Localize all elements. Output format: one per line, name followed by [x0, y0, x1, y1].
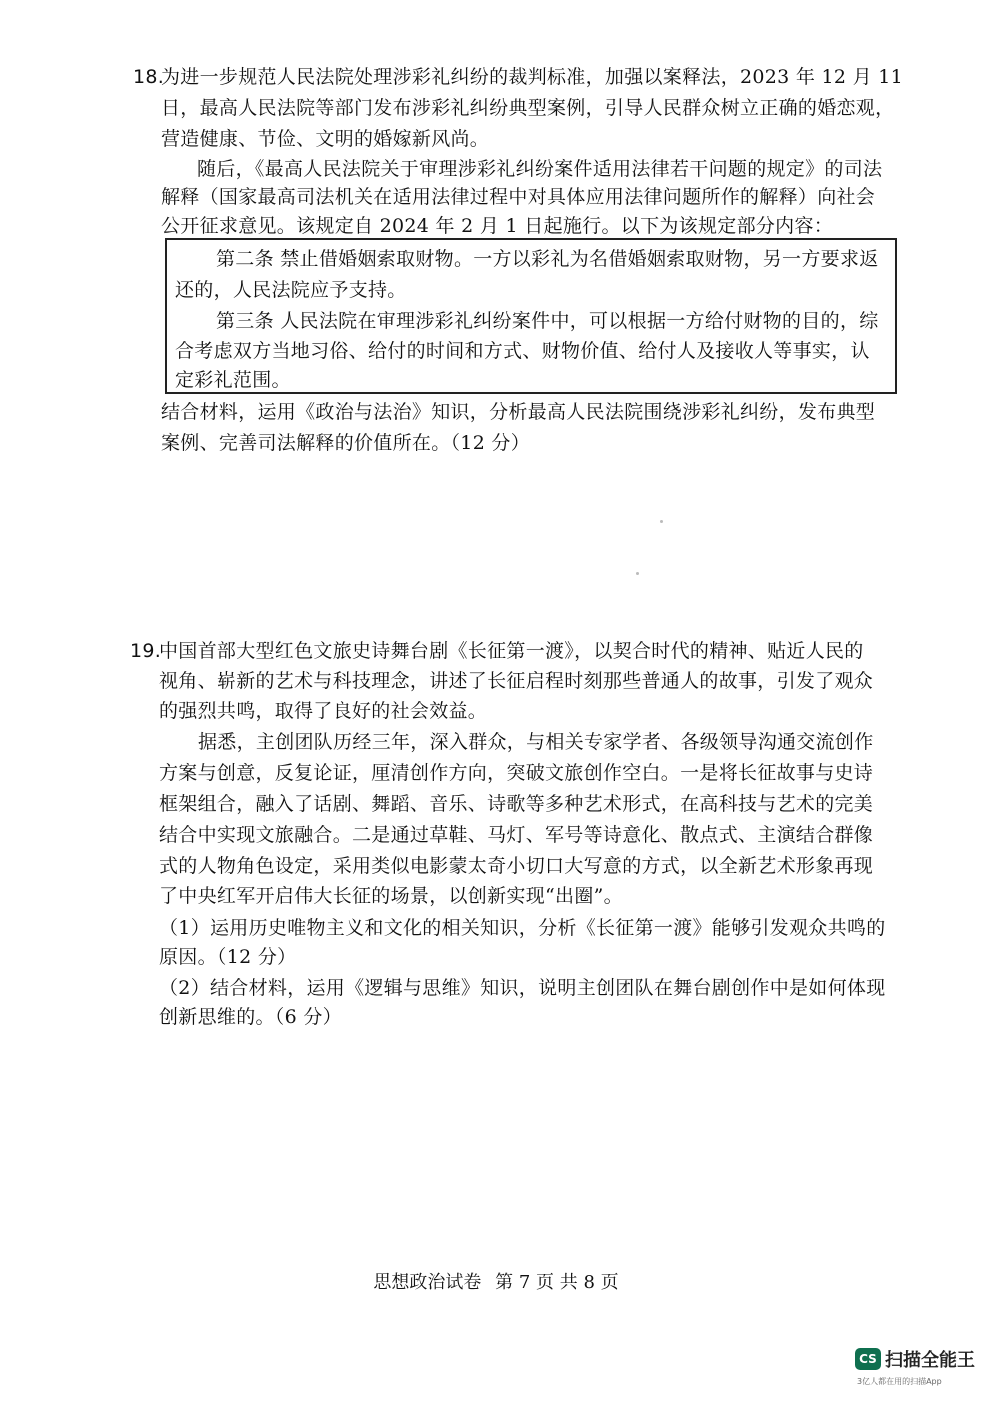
q19-line: 的强烈共鸣，取得了良好的社会效益。 [159, 700, 488, 722]
q18-line: 随后，《最高人民法院关于审理涉彩礼纠纷案件适用法律若干问题的规定》的司法 [197, 158, 883, 180]
q19-line: 视角、崭新的艺术与科技理念，讲述了长征启程时刻那些普通人的故事，引发了观众 [159, 670, 874, 692]
scan-speck [636, 572, 639, 575]
q18-line: 营造健康、节俭、文明的婚嫁新风尚。 [161, 128, 490, 150]
box-line: 还的，人民法院应予支持。 [175, 279, 407, 301]
q19-line: 框架组合，融入了话剧、舞蹈、音乐、诗歌等多种艺术形式，在高科技与艺术的完美 [159, 793, 874, 815]
q18-line: 公开征求意见。该规定自 2024 年 2 月 1 日起施行。以下为该规定部分内容： [161, 215, 834, 237]
scanner-watermark [853, 1346, 973, 1390]
q19-line: 方案与创意，反复论证，厘清创作方向，突破文旅创作空白。一是将长征故事与史诗 [159, 762, 874, 784]
footer-page-info: 第 7 页 共 8 页 [495, 1272, 619, 1293]
box-line: 定彩礼范围。 [175, 369, 291, 391]
watermark-tagline: 3亿人都在用的扫描App [857, 1377, 942, 1386]
q18-question: 案例、完善司法解释的价值所在。（12 分） [161, 432, 531, 454]
q19-sub2: 创新思维的。（6 分） [159, 1006, 342, 1028]
q19-line: 据悉，主创团队历经三年，深入群众，与相关专家学者、各级领导沟通交流创作 [198, 731, 874, 753]
scan-speck [660, 520, 663, 523]
q19-number: 19. [130, 640, 162, 662]
q18-number: 18. [133, 66, 165, 88]
q19-sub1: （1）运用历史唯物主义和文化的相关知识，分析《长征第一渡》能够引发观众共鸣的 [159, 917, 886, 939]
q19-sub1: 原因。（12 分） [159, 946, 297, 968]
footer-subject: 思想政治试卷 [373, 1272, 482, 1293]
q19-line: 中国首部大型红色文旅史诗舞台剧《长征第一渡》，以契合时代的精神、贴近人民的 [159, 640, 864, 662]
q18-line: 日，最高人民法院等部门发布涉彩礼纠纷典型案例，引导人民群众树立正确的婚恋观， [161, 97, 895, 119]
q18-question: 结合材料，运用《政治与法治》知识，分析最高人民法院围绕涉彩礼纠纷，发布典型 [161, 401, 876, 423]
camscanner-logo-icon: CS [855, 1348, 881, 1370]
watermark-name: 扫描全能王 [885, 1350, 975, 1371]
box-line: 第二条 禁止借婚姻索取财物。一方以彩礼为名借婚姻索取财物，另一方要求返 [216, 248, 879, 270]
box-line: 第三条 人民法院在审理涉彩礼纠纷案件中，可以根据一方给付财物的目的，综 [216, 310, 879, 332]
page-footer [0, 1268, 992, 1294]
q19-sub2: （2）结合材料，运用《逻辑与思维》知识，说明主创团队在舞台剧创作中是如何体现 [159, 977, 886, 999]
box-line: 合考虑双方当地习俗、给付的时间和方式、财物价值、给付人及接收人等事实，认 [175, 340, 870, 362]
q18-line: 解释（国家最高司法机关在适用法律过程中对具体应用法律问题所作的解释）向社会 [161, 186, 876, 208]
q19-line: 结合中实现文旅融合。二是通过草鞋、马灯、军号等诗意化、散点式、主演结合群像 [159, 824, 874, 846]
q19-line: 式的人物角色设定，采用类似电影蒙太奇小切口大写意的方式，以全新艺术形象再现 [159, 855, 874, 877]
q18-line: 为进一步规范人民法院处理涉彩礼纠纷的裁判标准，加强以案释法，2023 年 12 月 11 [161, 66, 904, 88]
q19-line: 了中央红军开启伟大长征的场景，以创新实现“出圈”。 [159, 885, 623, 907]
